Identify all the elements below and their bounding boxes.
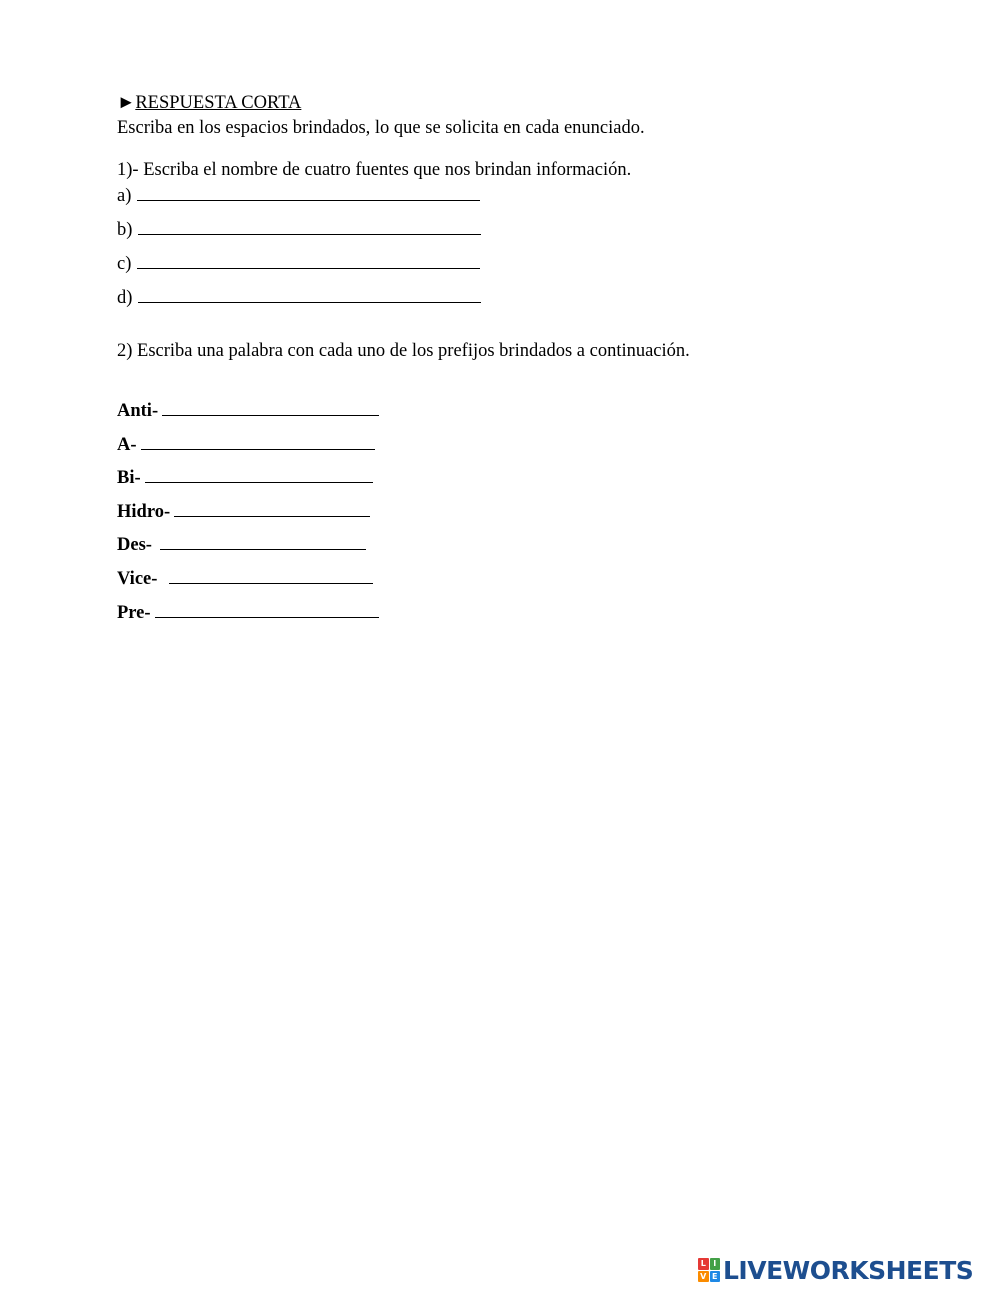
answer-blank-d[interactable] [138, 286, 481, 303]
liveworksheets-watermark [698, 1256, 973, 1284]
logo-tile-i: I [710, 1258, 721, 1270]
question-2-prompt: 2) Escriba una palabra con cada uno de los prefijos brindados a continuación. [117, 341, 690, 361]
prefix-blank-bi[interactable] [145, 466, 373, 483]
answer-row-a [117, 184, 480, 206]
prefix-row-hidro [117, 500, 370, 522]
liveworksheets-brand-text: LIVEWORKSHEETS [723, 1255, 974, 1285]
prefix-blank-hidro[interactable] [174, 500, 370, 517]
prefix-blank-a[interactable] [141, 433, 375, 450]
answer-label-b: b) [117, 220, 133, 240]
question-1-prompt: 1)- Escriba el nombre de cuatro fuentes que nos brindan información. [117, 160, 632, 180]
prefix-label-des: Des- [117, 535, 152, 555]
logo-tile-v: V [698, 1271, 709, 1283]
prefix-label-vice: Vice- [117, 569, 158, 589]
prefix-row-a [117, 433, 375, 455]
liveworksheets-logo-icon [698, 1258, 720, 1282]
prefix-label-hidro: Hidro- [117, 502, 171, 522]
answer-label-d: d) [117, 288, 133, 308]
answer-blank-c[interactable] [137, 252, 480, 269]
answer-row-b [117, 218, 481, 240]
prefix-label-pre: Pre- [117, 603, 151, 623]
prefix-label-bi: Bi- [117, 468, 141, 488]
prefix-label-anti: Anti- [117, 401, 159, 421]
instruction-text: Escriba en los espacios brindados, lo que se solicita en cada enunciado. [117, 118, 645, 138]
prefix-row-des [117, 533, 366, 555]
answer-row-d [117, 286, 481, 308]
prefix-blank-vice[interactable] [169, 567, 373, 584]
prefix-blank-des[interactable] [160, 533, 366, 550]
answer-label-c: c) [117, 254, 132, 274]
arrow-marker-icon: ► [117, 93, 136, 113]
answer-blank-a[interactable] [137, 184, 480, 201]
prefix-blank-anti[interactable] [162, 399, 379, 416]
section-heading [117, 94, 301, 113]
prefix-blank-pre[interactable] [155, 601, 379, 618]
section-title: RESPUESTA CORTA [135, 93, 302, 113]
answer-label-a: a) [117, 186, 132, 206]
prefix-label-a: A- [117, 435, 137, 455]
prefix-row-anti [117, 399, 379, 421]
prefix-row-bi [117, 466, 373, 488]
answer-blank-b[interactable] [138, 218, 481, 235]
answer-row-c [117, 252, 480, 274]
prefix-row-vice [117, 567, 373, 589]
logo-tile-l: L [698, 1258, 709, 1270]
logo-tile-e: E [710, 1271, 721, 1283]
prefix-row-pre [117, 601, 379, 623]
